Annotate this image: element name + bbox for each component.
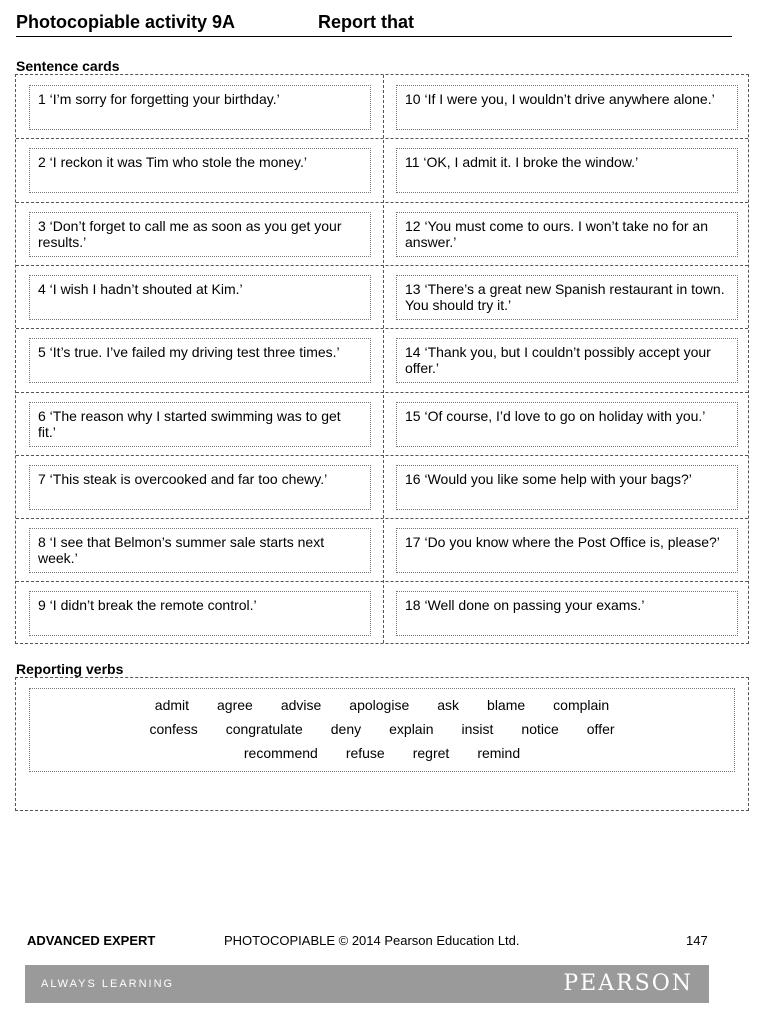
sentence-card: 7 ‘This steak is overcooked and far too chewy.’ [29, 465, 371, 510]
reporting-verb: regret [412, 745, 450, 761]
reporting-verb: congratulate [225, 721, 303, 737]
sentence-card: 12 ‘You must come to ours. I won’t take no for an answer.’ [396, 212, 738, 257]
reporting-verb: admit [154, 697, 190, 713]
sentence-card: 18 ‘Well done on passing your exams.’ [396, 591, 738, 636]
reporting-verb: ask [437, 697, 460, 713]
sentence-card: 3 ‘Don’t forget to call me as soon as you get your results.’ [29, 212, 371, 257]
grid-divider-vertical [383, 75, 384, 643]
verb-row [30, 697, 734, 713]
sentence-card: 15 ‘Of course, I’d love to go on holiday with you.’ [396, 402, 738, 447]
grid-divider-horizontal [16, 518, 748, 519]
reporting-verb: explain [389, 721, 434, 737]
grid-divider-horizontal [16, 202, 748, 203]
reporting-verb: notice [521, 721, 559, 737]
grid-divider-horizontal [16, 581, 748, 582]
sentence-card: 1 ‘I’m sorry for forgetting your birthday.’ [29, 85, 371, 130]
grid-divider-horizontal [16, 138, 748, 139]
reporting-verb: complain [553, 697, 610, 713]
reporting-verb: confess [149, 721, 198, 737]
verb-row [30, 745, 734, 761]
grid-divider-horizontal [16, 455, 748, 456]
grid-divider-horizontal [16, 328, 748, 329]
publisher-logo: PEARSON [563, 971, 693, 996]
sentence-card: 13 ‘There’s a great new Spanish restaurant in town. You should try it.’ [396, 275, 738, 320]
sentence-card: 8 ‘I see that Belmon’s summer sale starts next week.’ [29, 528, 371, 573]
sentence-card: 14 ‘Thank you, but I couldn’t possibly accept your offer.’ [396, 338, 738, 383]
reporting-verb: blame [487, 697, 526, 713]
reporting-verb: recommend [243, 745, 318, 761]
sentence-card: 9 ‘I didn’t break the remote control.’ [29, 591, 371, 636]
reporting-verb: remind [477, 745, 521, 761]
sentence-card: 11 ‘OK, I admit it. I broke the window.’ [396, 148, 738, 193]
grid-divider-horizontal [16, 265, 748, 266]
sentence-card: 2 ‘I reckon it was Tim who stole the money.’ [29, 148, 371, 193]
page-number: 147 [686, 933, 708, 948]
reporting-verb: agree [217, 697, 253, 713]
sentence-card-grid [15, 74, 749, 644]
verb-row [30, 721, 734, 737]
reporting-verbs-box [15, 677, 749, 811]
reporting-verb: apologise [349, 697, 410, 713]
reporting-verb: offer [586, 721, 615, 737]
section-label-reporting-verbs: Reporting verbs [16, 661, 124, 677]
sentence-card: 16 ‘Would you like some help with your bags?’ [396, 465, 738, 510]
grid-divider-horizontal [16, 392, 748, 393]
publisher-tagline: ALWAYS LEARNING [41, 978, 175, 990]
sentence-card: 4 ‘I wish I hadn’t shouted at Kim.’ [29, 275, 371, 320]
publisher-bar [25, 965, 709, 1003]
sentence-card: 6 ‘The reason why I started swimming was to get fit.’ [29, 402, 371, 447]
section-label-sentence-cards: Sentence cards [16, 58, 120, 74]
sentence-card: 17 ‘Do you know where the Post Office is, please?’ [396, 528, 738, 573]
reporting-verb: deny [330, 721, 362, 737]
footer-copyright: PHOTOCOPIABLE © 2014 Pearson Education Ltd. [224, 933, 520, 948]
reporting-verb: insist [461, 721, 494, 737]
sentence-card: 10 ‘If I were you, I wouldn’t drive anywhere alone.’ [396, 85, 738, 130]
footer-brand: ADVANCED EXPERT [27, 933, 156, 948]
reporting-verb: refuse [345, 745, 385, 761]
page-title: Photocopiable activity 9A [16, 12, 236, 32]
page-header [16, 10, 732, 37]
page-subtitle: Report that [318, 12, 414, 32]
sentence-card: 5 ‘It’s true. I’ve failed my driving test three times.’ [29, 338, 371, 383]
reporting-verbs-list [29, 688, 735, 772]
reporting-verb: advise [280, 697, 322, 713]
